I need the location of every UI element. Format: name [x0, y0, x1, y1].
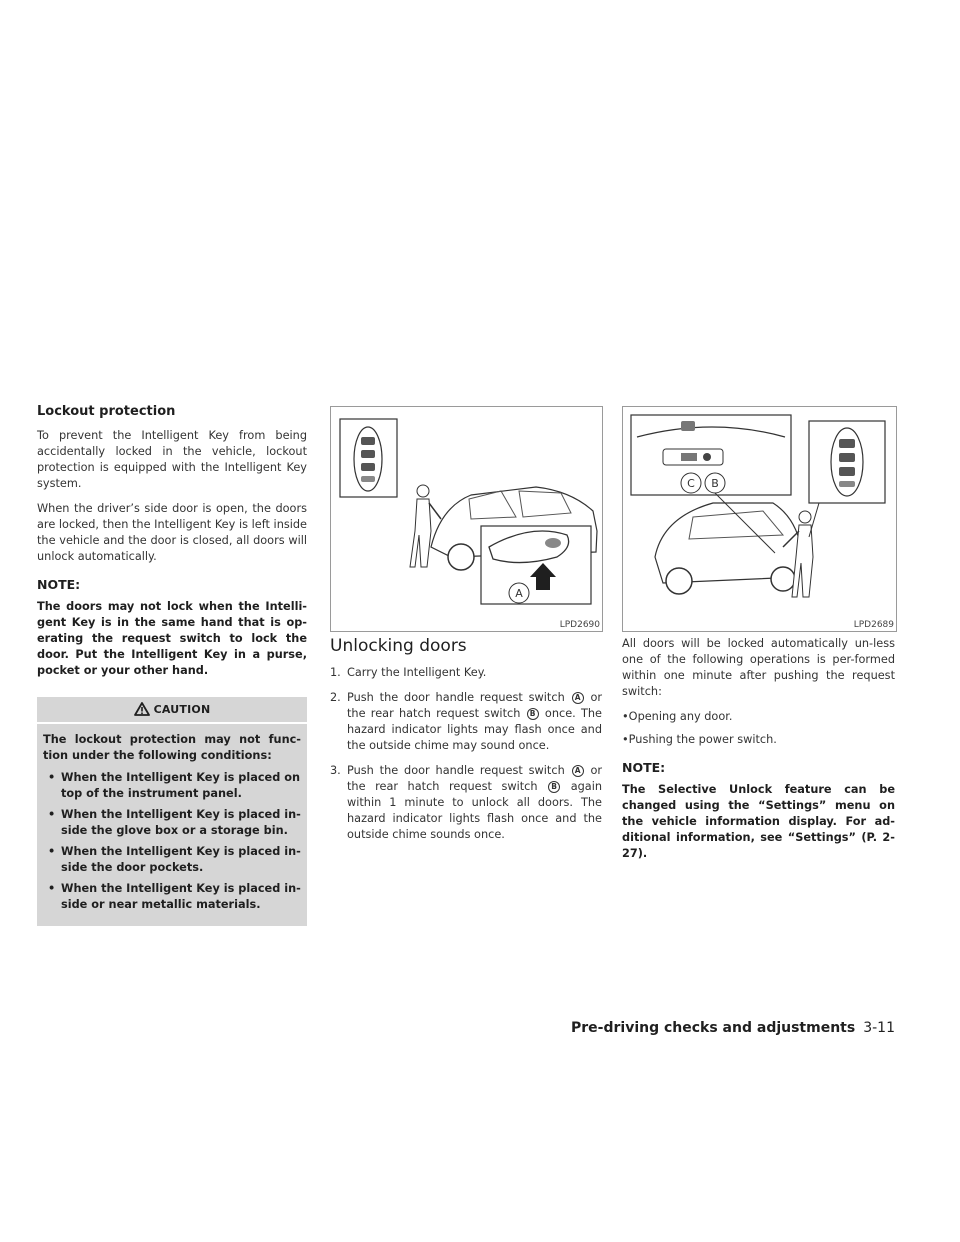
operation-item: • Opening any door.	[622, 709, 895, 725]
lockout-paragraph-2: When the driver’s side door is open, the doors are locked, then the Intelligent Key is left inside the vehicle and the door is closed, all doors will unlock automatically.	[37, 502, 307, 563]
warning-icon	[134, 702, 150, 716]
operations-list	[622, 709, 895, 748]
step-item	[330, 690, 602, 754]
step-item	[330, 665, 602, 681]
caution-item: • When the Intelligent Key is placed on top of the instrument panel.	[43, 770, 301, 802]
page-footer	[571, 1020, 895, 1036]
step-item	[330, 763, 602, 843]
caution-list	[37, 770, 307, 913]
caution-item: • When the Intelligent Key is placed in-side the glove box or a storage bin.	[43, 807, 301, 839]
label-a: A	[515, 587, 523, 600]
middle-column	[330, 636, 602, 852]
caution-item: • When the Intelligent Key is placed in-side the door pockets.	[43, 844, 301, 876]
label-b: B	[711, 477, 719, 490]
caution-header	[37, 697, 307, 724]
operation-item: • Pushing the power switch.	[622, 732, 895, 748]
unlock-steps	[330, 665, 602, 843]
circle-b-label: B	[548, 781, 560, 793]
step-text: or the rear hatch request switch	[347, 691, 603, 720]
circle-b-label: B	[527, 708, 539, 720]
caution-intro: The lockout protection may not func-tion under the following conditions:	[43, 733, 301, 762]
step-text: or the rear hatch request switch	[347, 764, 603, 793]
auto-lock-paragraph: All doors will be locked automatically un-less one of the following operations is per-formed within one minute after pushing the request switch:	[622, 637, 895, 698]
step-number: 1.	[330, 666, 341, 679]
circle-a-label: A	[572, 765, 584, 777]
left-column	[37, 400, 307, 926]
right-column	[622, 636, 895, 871]
caution-item: • When the Intelligent Key is placed in-side or near metallic materials.	[43, 881, 301, 913]
unlocking-heading: Unlocking doors	[330, 636, 467, 656]
caution-title: CAUTION	[153, 703, 211, 716]
step-number: 3.	[330, 764, 341, 777]
circle-a-label: A	[572, 692, 584, 704]
door-handle-illustration	[331, 407, 602, 631]
note-label: NOTE:	[622, 760, 666, 775]
note-label: NOTE:	[37, 577, 81, 592]
note-text: The Selective Unlock feature can be changed using the “Settings” menu on the vehicle information display. For ad-ditional information, see “Settings” (P. 2-27).	[622, 783, 895, 860]
figure-code: LPD2689	[853, 620, 894, 630]
step-text: Push the door handle request switch	[347, 691, 565, 704]
rear-hatch-illustration	[623, 407, 896, 631]
lockout-paragraph-1: To prevent the Intelligent Key from being accidentally locked in the vehicle, lockout protection is equipped with the Intelligent Key system.	[37, 429, 307, 490]
step-text: again within 1 minute to unlock all doors. The hazard indicator lights flash once and the outside chime sounds once.	[347, 780, 603, 841]
page-number: 3-11	[863, 1020, 895, 1036]
step-number: 2.	[330, 691, 341, 704]
step-text: once. The hazard indicator lights may flash once and the outside chime may sound once.	[347, 707, 602, 752]
figure-rear-hatch	[622, 406, 897, 632]
note-text: The doors may not lock when the Intelli-gent Key is in the same hand that is op-erating the request switch to lock the door. Put the Intelligent Key in a purse, pocket or your other hand.	[37, 600, 307, 677]
lockout-heading: Lockout protection	[37, 404, 176, 419]
step-text: Carry the Intelligent Key.	[347, 666, 487, 679]
section-title: Pre-driving checks and adjustments	[571, 1020, 856, 1036]
label-c: C	[687, 477, 695, 490]
figure-door-handle	[330, 406, 603, 632]
step-text: Push the door handle request switch	[347, 764, 565, 777]
caution-box	[37, 697, 307, 926]
figure-code: LPD2690	[559, 620, 600, 630]
